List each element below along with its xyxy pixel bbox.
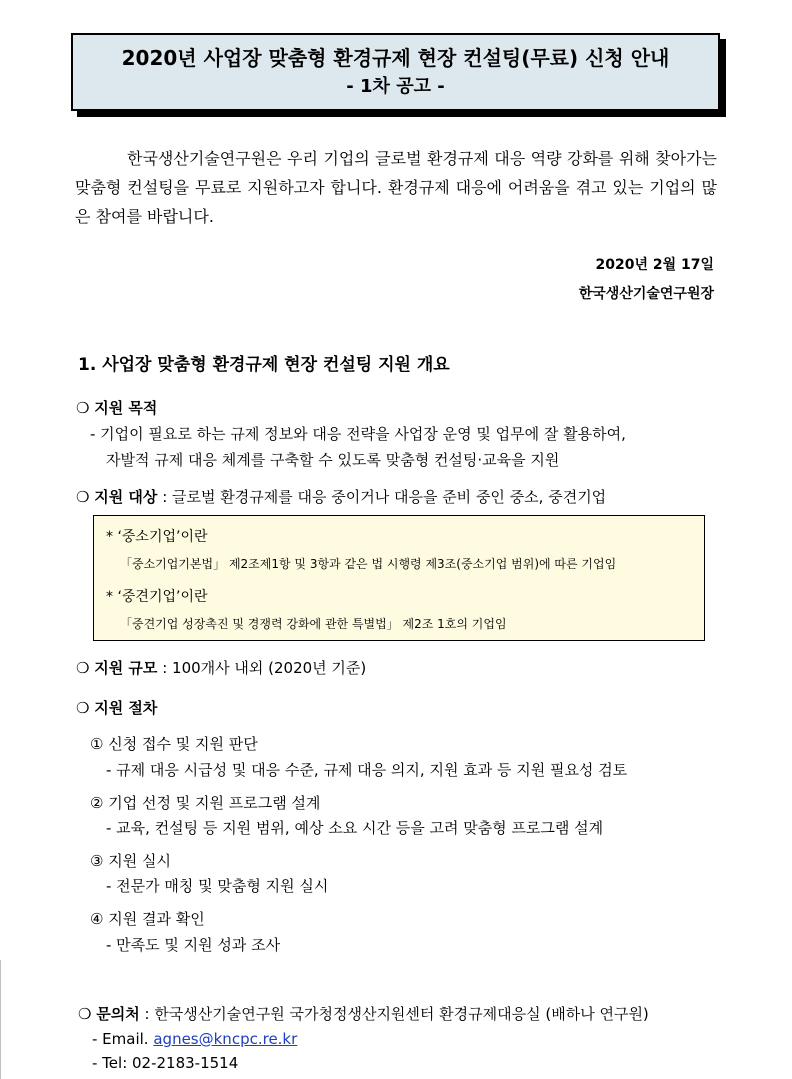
step-title: ② 기업 선정 및 지원 프로그램 설계 — [90, 794, 321, 812]
purpose-line-1: - 기업이 필요로 하는 규제 정보와 대응 전략을 사업장 운영 및 업무에 잘 활용하여, — [90, 425, 626, 443]
issuer-name: 한국생산기술연구원장 — [578, 286, 714, 302]
sme-desc: 「중소기업기본법」 제2조제1항 및 3항과 같은 법 시행령 제3조(중소기업 범위)에 따른 기업임 — [120, 557, 617, 571]
title-panel — [71, 33, 720, 111]
page-title: 2020년 사업장 맞춤형 환경규제 현장 컨설팅(무료) 신청 안내 — [121, 46, 670, 70]
definition-note-box — [93, 515, 705, 641]
circle-bullet-icon: ❍ — [76, 399, 90, 417]
scale-heading — [76, 657, 366, 678]
circle-bullet-icon: ❍ — [76, 488, 90, 506]
intro-paragraph: 한국생산기술연구원은 우리 기업의 글로벌 환경규제 대응 역량 강화를 위해 찾아가는 맞춤형 컨설팅을 무료로 지원하고자 합니다. 환경규제 대응에 어려움을 겪고 있는 기업의 많은 참여를 바랍니다. — [75, 149, 717, 226]
procedure-label: 지원 절차 — [94, 699, 158, 717]
procedure-heading — [76, 697, 157, 718]
email-label: - Email. — [92, 1030, 149, 1048]
scale-text: : 100개사 내외 (2020년 기준) — [162, 659, 367, 677]
step-detail: - 교육, 컨설팅 등 지원 범위, 예상 소요 시간 등을 고려 맞춤형 프로그램 설계 — [106, 819, 604, 837]
target-label: 지원 대상 — [94, 488, 158, 506]
email-link[interactable]: agnes@kncpc.re.kr — [153, 1030, 298, 1048]
section-title: 1. 사업장 맞춤형 환경규제 현장 컨설팅 지원 개요 — [78, 355, 450, 375]
target-heading — [76, 486, 606, 507]
circle-bullet-icon: ❍ — [76, 659, 90, 677]
title-box — [71, 33, 726, 117]
purpose-heading — [76, 397, 157, 418]
announcement-date: 2020년 2월 17일 — [595, 257, 714, 273]
target-text: : 글로벌 환경규제를 대응 중이거나 대응을 준비 중인 중소, 중견기업 — [162, 488, 607, 506]
step-detail: - 전문가 매칭 및 맞춤형 지원 실시 — [106, 877, 329, 895]
step-title: ③ 지원 실시 — [90, 852, 171, 870]
scale-label: 지원 규모 — [94, 659, 158, 677]
sme-title: * ‘중소기업’이란 — [106, 529, 208, 545]
mid-title: * ‘중견기업’이란 — [106, 589, 208, 605]
purpose-label: 지원 목적 — [94, 399, 158, 417]
step-title: ④ 지원 결과 확인 — [90, 910, 205, 928]
mid-desc: 「중견기업 성장촉진 및 경쟁력 강화에 관한 특별법」 제2조 1호의 기업임 — [120, 617, 507, 631]
intro-section — [75, 144, 717, 231]
circle-bullet-icon: ❍ — [78, 1005, 92, 1023]
step-title: ① 신청 접수 및 지원 판단 — [90, 735, 258, 753]
contact-tel: - Tel: 02-2183-1514 — [92, 1054, 239, 1072]
purpose-line-2: 자발적 규제 대응 체계를 구축할 수 있도록 맞춤형 컨설팅·교육을 지원 — [106, 451, 560, 469]
circle-bullet-icon: ❍ — [76, 699, 90, 717]
step-detail: - 만족도 및 지원 성과 조사 — [106, 936, 281, 954]
page-subtitle: - 1차 공고 - — [346, 76, 445, 97]
contact-text: : 한국생산기술연구원 국가청정생산지원센터 환경규제대응실 (배하나 연구원) — [144, 1005, 649, 1023]
step-detail: - 규제 대응 시급성 및 대응 수준, 규제 대응 의지, 지원 효과 등 지원 필요성 검토 — [106, 761, 628, 779]
contact-heading — [78, 1003, 649, 1024]
contact-email-row — [92, 1030, 297, 1048]
contact-label: 문의처 — [96, 1005, 140, 1023]
page-edge-rule — [0, 960, 1, 1079]
